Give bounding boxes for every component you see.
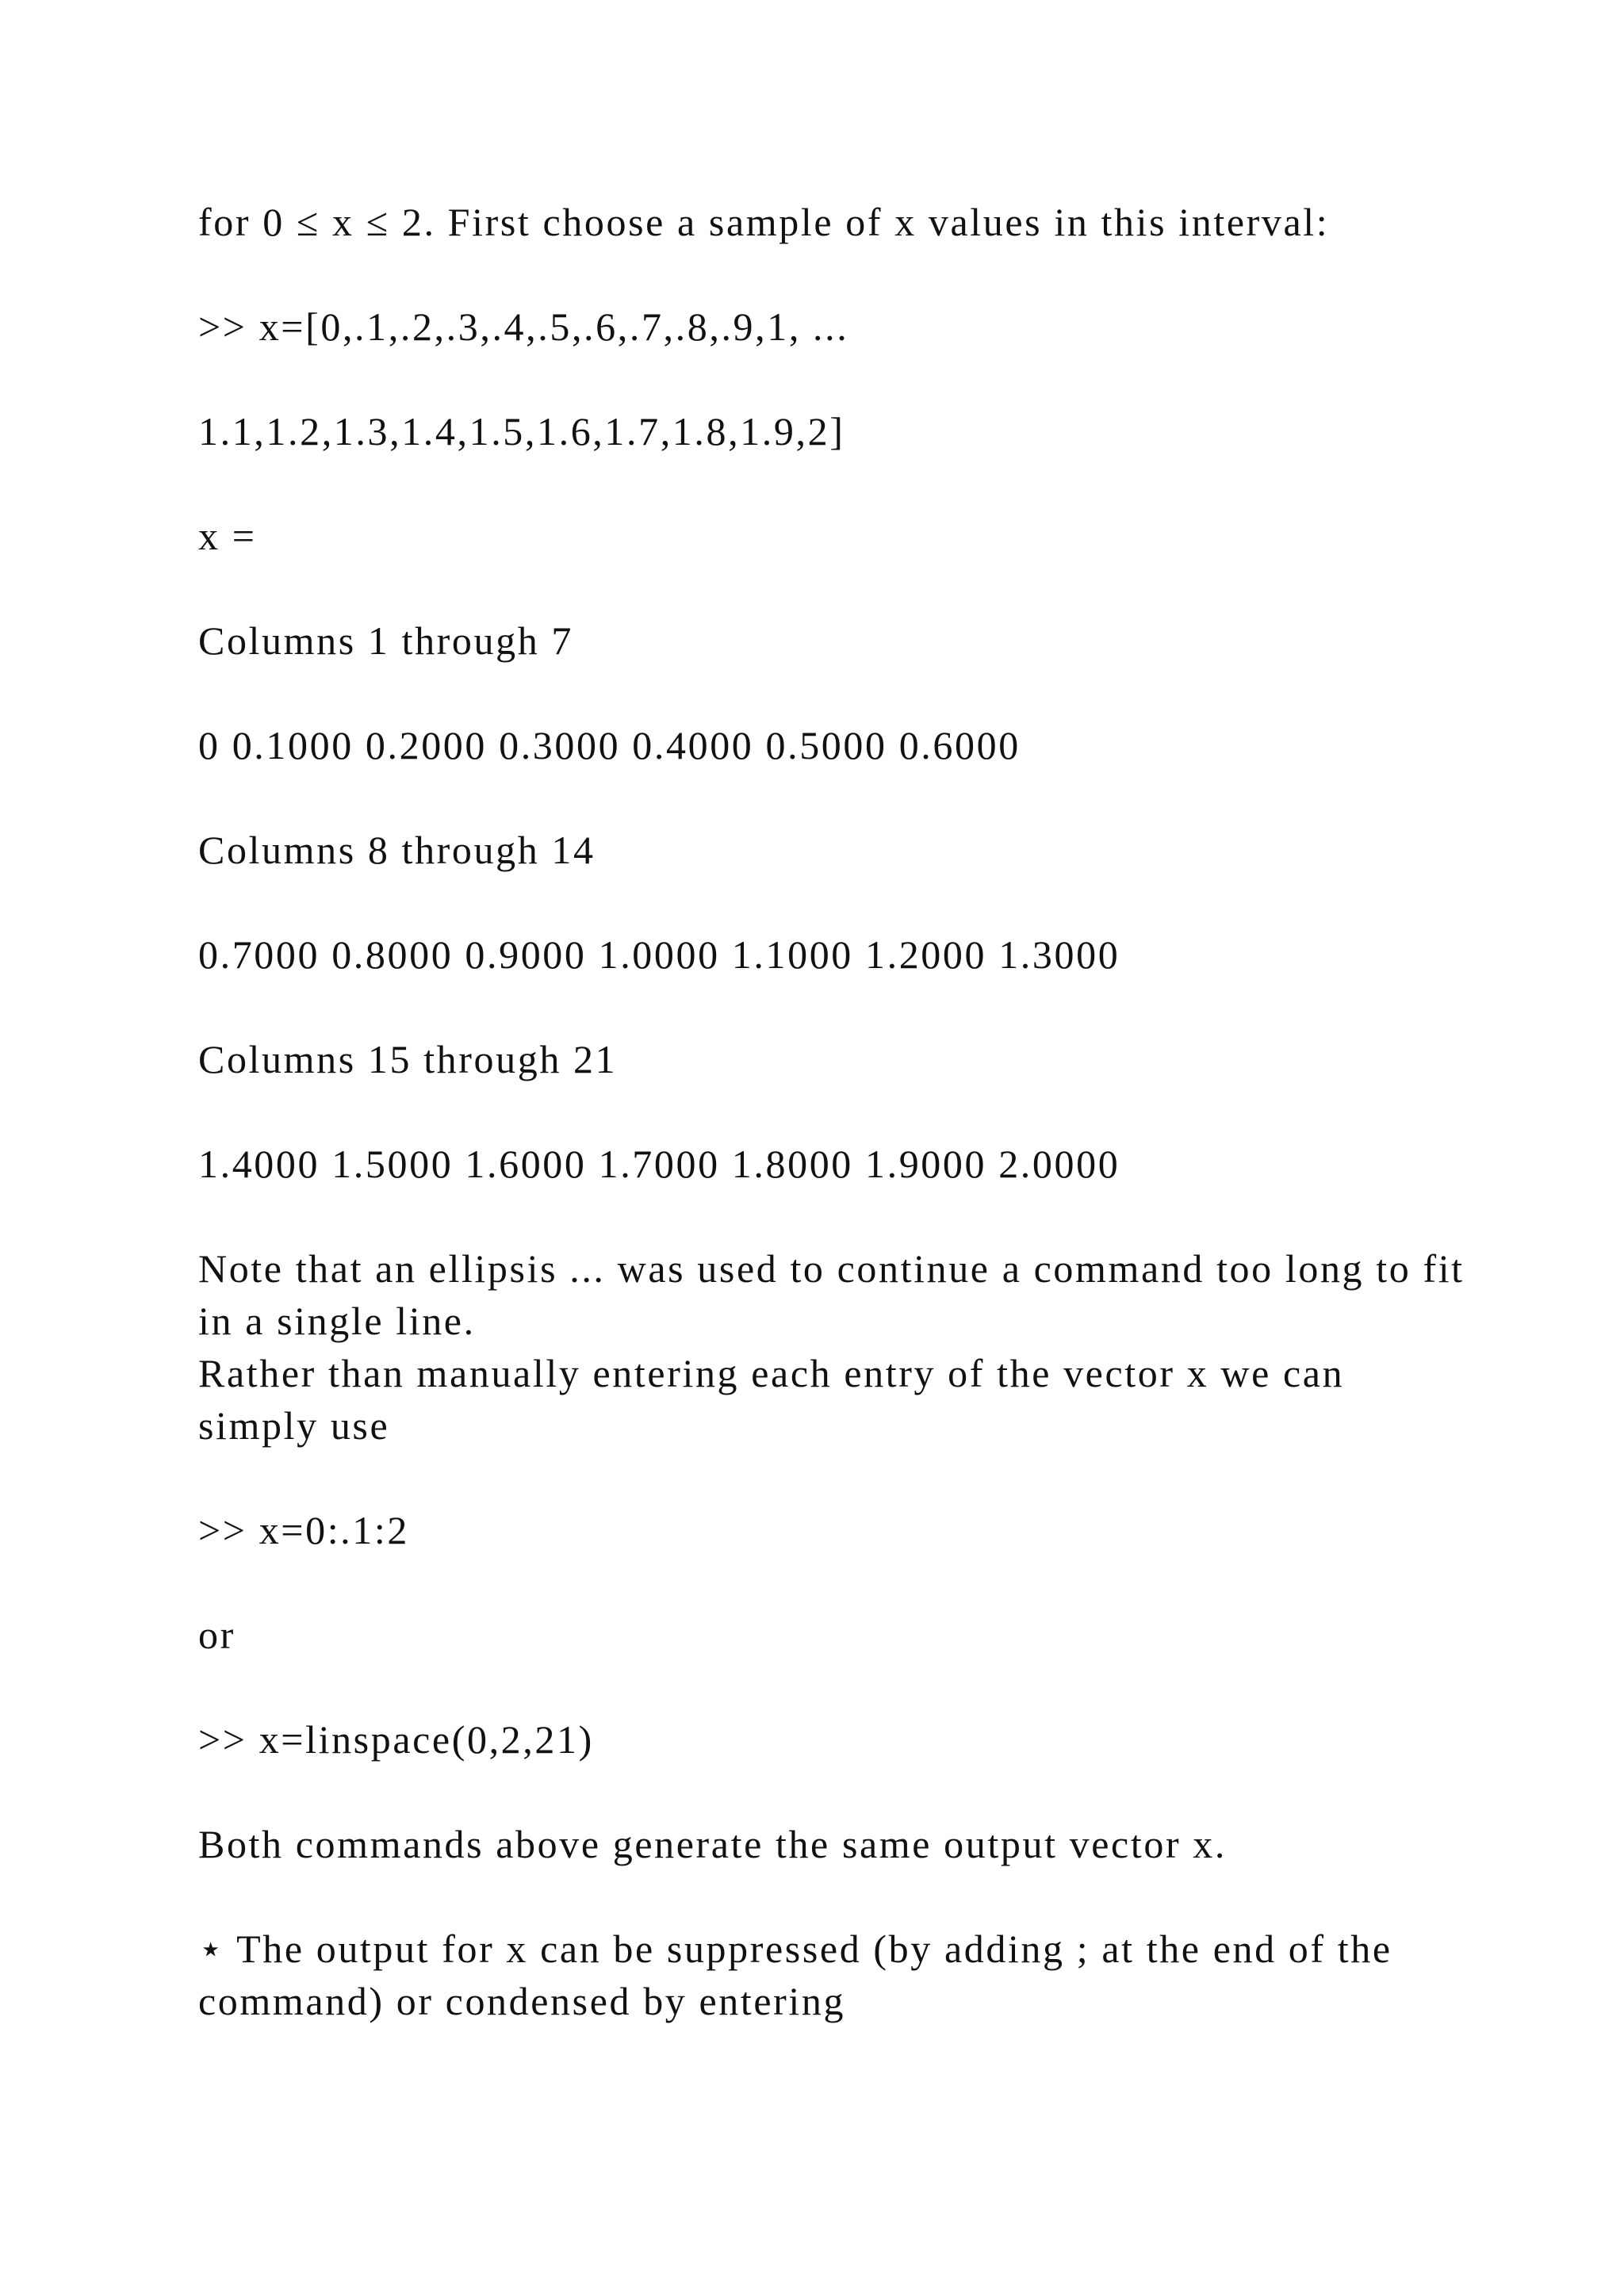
command-vector-line-1: >> x=[0,.1,.2,.3,.4,.5,.6,.7,.8,.9,1, ...: [198, 304, 849, 349]
columns-8-14-values: 0.7000 0.8000 0.9000 1.0000 1.1000 1.2000 1.3000: [198, 932, 1120, 977]
columns-1-7-header: Columns 1 through 7: [198, 618, 574, 663]
columns-15-21-values: 1.4000 1.5000 1.6000 1.7000 1.8000 1.9000 2.0000: [198, 1142, 1120, 1186]
command-linspace: >> x=linspace(0,2,21): [198, 1717, 594, 1762]
rather-than-paragraph: Rather than manually entering each entry of the vector x we can simply use: [198, 1351, 1345, 1448]
columns-8-14-header: Columns 8 through 14: [198, 828, 596, 872]
command-colon: >> x=0:.1:2: [198, 1508, 409, 1552]
columns-15-21-header: Columns 15 through 21: [198, 1037, 618, 1081]
both-commands-note: Both commands above generate the same output vector x.: [198, 1822, 1227, 1866]
intro-text: for 0 ≤ x ≤ 2. First choose a sample of x values in this interval:: [198, 200, 1330, 244]
output-x-label: x =: [198, 514, 257, 558]
or-text: or: [198, 1613, 236, 1657]
star-note: ⋆ The output for x can be suppressed (by adding ; at the end of the command) or condensed by entering: [198, 1927, 1392, 2023]
ellipsis-note: Note that an ellipsis ... was used to continue a command too long to fit in a single line.: [198, 1246, 1465, 1343]
command-vector-line-2: 1.1,1.2,1.3,1.4,1.5,1.6,1.7,1.8,1.9,2]: [198, 409, 845, 453]
columns-1-7-values: 0 0.1000 0.2000 0.3000 0.4000 0.5000 0.6000: [198, 723, 1021, 767]
